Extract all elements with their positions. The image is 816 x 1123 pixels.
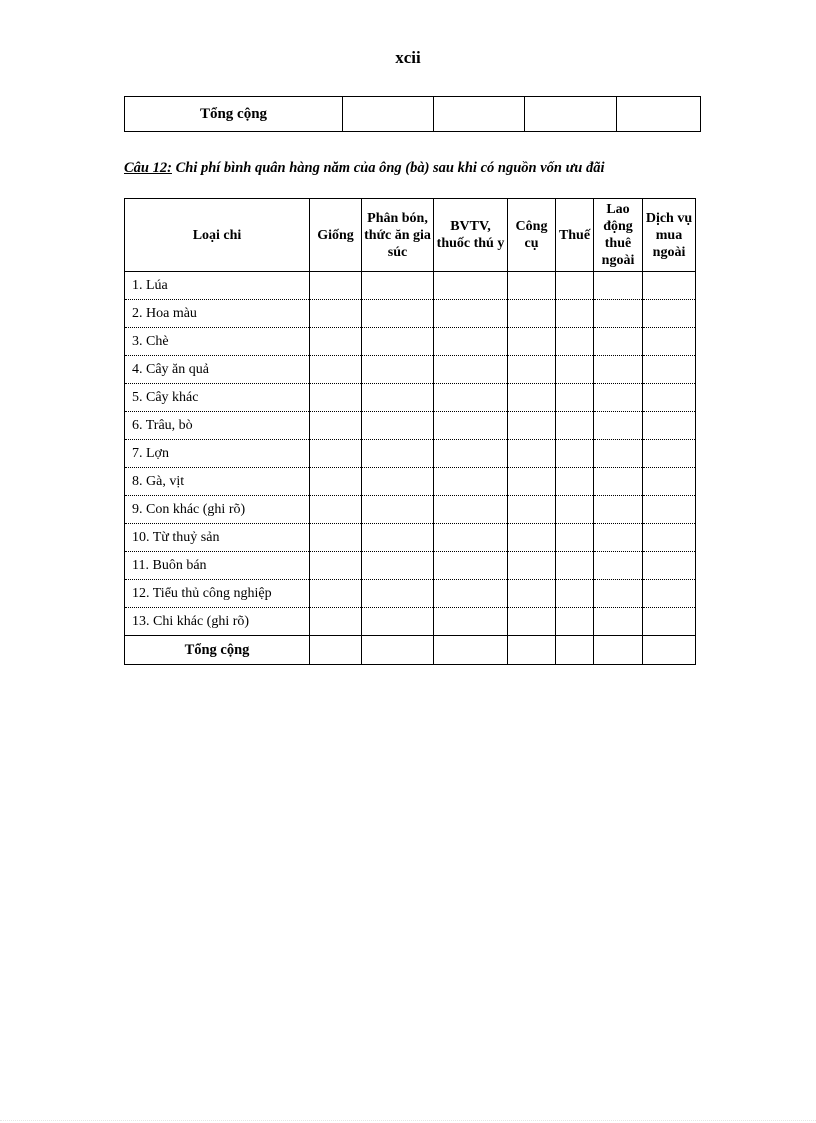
table-cell[interactable] bbox=[434, 328, 508, 356]
table-cell[interactable] bbox=[310, 636, 362, 665]
row-label: 6. Trâu, bò bbox=[125, 412, 310, 440]
column-header: Loại chi bbox=[125, 199, 310, 272]
table-cell[interactable] bbox=[310, 496, 362, 524]
table-cell[interactable] bbox=[594, 608, 643, 636]
table-row bbox=[125, 356, 696, 384]
column-header: Giống bbox=[310, 199, 362, 272]
table-cell[interactable] bbox=[508, 524, 556, 552]
table-cell[interactable] bbox=[643, 356, 696, 384]
row-label: 2. Hoa màu bbox=[125, 300, 310, 328]
table-cell[interactable] bbox=[556, 300, 594, 328]
table-cell[interactable] bbox=[594, 496, 643, 524]
column-header: Lao động thuê ngoài bbox=[594, 199, 643, 272]
table-cell[interactable] bbox=[362, 524, 434, 552]
table-cell[interactable] bbox=[525, 97, 617, 132]
row-label: 1. Lúa bbox=[125, 272, 310, 300]
table-cell[interactable] bbox=[362, 552, 434, 580]
table-cell[interactable] bbox=[310, 580, 362, 608]
table-body bbox=[125, 272, 696, 665]
table-cell[interactable] bbox=[643, 272, 696, 300]
table-cell[interactable] bbox=[508, 580, 556, 608]
table-cell[interactable] bbox=[310, 552, 362, 580]
table-row bbox=[125, 580, 696, 608]
table-cell[interactable] bbox=[310, 608, 362, 636]
page-footer-divider bbox=[0, 1120, 816, 1121]
table-cell[interactable] bbox=[434, 356, 508, 384]
table-cell[interactable] bbox=[508, 552, 556, 580]
table-row bbox=[125, 97, 701, 132]
table-cell[interactable] bbox=[643, 636, 696, 665]
table-cell[interactable] bbox=[508, 496, 556, 524]
table-cell[interactable] bbox=[508, 636, 556, 665]
table-cell[interactable] bbox=[362, 580, 434, 608]
row-label: 7. Lợn bbox=[125, 440, 310, 468]
column-header: Thuế bbox=[556, 199, 594, 272]
table-row bbox=[125, 412, 696, 440]
table-cell[interactable] bbox=[362, 468, 434, 496]
column-header: Dịch vụ mua ngoài bbox=[643, 199, 696, 272]
table-cell[interactable] bbox=[643, 384, 696, 412]
table-row bbox=[125, 272, 696, 300]
table-cell[interactable] bbox=[643, 552, 696, 580]
column-header: BVTV, thuốc thú y bbox=[434, 199, 508, 272]
table-cell[interactable] bbox=[362, 608, 434, 636]
table-cell[interactable] bbox=[362, 496, 434, 524]
table-cell[interactable] bbox=[556, 440, 594, 468]
table-cell[interactable] bbox=[310, 468, 362, 496]
table-cell[interactable] bbox=[434, 524, 508, 552]
table-cell[interactable] bbox=[594, 412, 643, 440]
table-header-row bbox=[125, 199, 696, 272]
table-cell[interactable] bbox=[643, 412, 696, 440]
table-cell[interactable] bbox=[310, 272, 362, 300]
table-cell[interactable] bbox=[310, 356, 362, 384]
row-label: 3. Chè bbox=[125, 328, 310, 356]
table-row bbox=[125, 608, 696, 636]
table-cell[interactable] bbox=[434, 636, 508, 665]
table-cell[interactable] bbox=[643, 524, 696, 552]
table-row bbox=[125, 440, 696, 468]
table-cell[interactable] bbox=[643, 580, 696, 608]
table-cell[interactable] bbox=[310, 384, 362, 412]
table-cell[interactable] bbox=[556, 272, 594, 300]
table-cell[interactable] bbox=[508, 608, 556, 636]
table-cell[interactable] bbox=[310, 328, 362, 356]
table-cell[interactable] bbox=[362, 272, 434, 300]
table-cell[interactable] bbox=[556, 524, 594, 552]
table-row bbox=[125, 496, 696, 524]
table-row bbox=[125, 524, 696, 552]
row-label: 4. Cây ăn quả bbox=[125, 356, 310, 384]
table-cell[interactable] bbox=[310, 412, 362, 440]
table-cell[interactable] bbox=[508, 272, 556, 300]
total-label: Tổng cộng bbox=[125, 636, 310, 665]
expense-table bbox=[124, 198, 696, 665]
table-cell[interactable] bbox=[434, 300, 508, 328]
table-cell[interactable] bbox=[556, 412, 594, 440]
table-cell[interactable] bbox=[556, 356, 594, 384]
total-label: Tổng cộng bbox=[125, 97, 343, 132]
table-cell[interactable] bbox=[434, 468, 508, 496]
table-cell[interactable] bbox=[508, 328, 556, 356]
table-cell[interactable] bbox=[434, 440, 508, 468]
table-cell[interactable] bbox=[434, 97, 525, 132]
table-cell[interactable] bbox=[594, 552, 643, 580]
row-label: 5. Cây khác bbox=[125, 384, 310, 412]
row-label: 11. Buôn bán bbox=[125, 552, 310, 580]
page-number: xcii bbox=[395, 48, 421, 67]
table-cell[interactable] bbox=[508, 440, 556, 468]
table-cell[interactable] bbox=[594, 356, 643, 384]
table-cell[interactable] bbox=[643, 328, 696, 356]
table-row bbox=[125, 328, 696, 356]
table-cell[interactable] bbox=[310, 440, 362, 468]
table-cell[interactable] bbox=[508, 384, 556, 412]
table-cell[interactable] bbox=[310, 300, 362, 328]
table-cell[interactable] bbox=[556, 580, 594, 608]
table-cell[interactable] bbox=[643, 300, 696, 328]
table-row bbox=[125, 552, 696, 580]
table-cell[interactable] bbox=[594, 580, 643, 608]
column-header: Phân bón, thức ăn gia súc bbox=[362, 199, 434, 272]
row-label: 10. Từ thuỷ sản bbox=[125, 524, 310, 552]
table-cell[interactable] bbox=[556, 328, 594, 356]
table-cell[interactable] bbox=[594, 328, 643, 356]
table-cell[interactable] bbox=[362, 328, 434, 356]
table-row bbox=[125, 468, 696, 496]
table-cell[interactable] bbox=[594, 636, 643, 665]
table-cell[interactable] bbox=[343, 97, 434, 132]
table-cell[interactable] bbox=[617, 97, 701, 132]
table-cell[interactable] bbox=[594, 468, 643, 496]
table-cell[interactable] bbox=[556, 468, 594, 496]
table-cell[interactable] bbox=[434, 496, 508, 524]
table-cell[interactable] bbox=[434, 384, 508, 412]
table-cell[interactable] bbox=[508, 356, 556, 384]
table-row bbox=[125, 384, 696, 412]
table-cell[interactable] bbox=[643, 440, 696, 468]
table-cell[interactable] bbox=[556, 608, 594, 636]
table-total-row bbox=[125, 636, 696, 665]
column-header: Công cụ bbox=[508, 199, 556, 272]
table-cell[interactable] bbox=[434, 608, 508, 636]
table-cell[interactable] bbox=[556, 552, 594, 580]
table-cell[interactable] bbox=[594, 300, 643, 328]
table-row bbox=[125, 300, 696, 328]
table-cell[interactable] bbox=[362, 356, 434, 384]
table-cell[interactable] bbox=[362, 440, 434, 468]
question-text: Chi phí bình quân hàng năm của ông (bà) sau khi có nguồn vốn ưu đãi bbox=[171, 160, 605, 176]
table-cell[interactable] bbox=[556, 384, 594, 412]
table-cell[interactable] bbox=[643, 468, 696, 496]
table-cell[interactable] bbox=[434, 580, 508, 608]
previous-table-total bbox=[124, 96, 701, 132]
table-cell[interactable] bbox=[643, 496, 696, 524]
table-cell[interactable] bbox=[434, 412, 508, 440]
table-cell[interactable] bbox=[362, 384, 434, 412]
question-heading bbox=[124, 160, 605, 177]
table-cell[interactable] bbox=[434, 552, 508, 580]
table-cell[interactable] bbox=[556, 496, 594, 524]
row-label: 8. Gà, vịt bbox=[125, 468, 310, 496]
table-cell[interactable] bbox=[594, 524, 643, 552]
row-label: 12. Tiểu thủ công nghiệp bbox=[125, 580, 310, 608]
question-number: Câu 12: bbox=[124, 160, 172, 176]
row-label: 13. Chi khác (ghi rõ) bbox=[125, 608, 310, 636]
table-cell[interactable] bbox=[362, 636, 434, 665]
table-cell[interactable] bbox=[508, 300, 556, 328]
table-cell[interactable] bbox=[594, 272, 643, 300]
row-label: 9. Con khác (ghi rõ) bbox=[125, 496, 310, 524]
table-cell[interactable] bbox=[508, 412, 556, 440]
table-cell[interactable] bbox=[594, 384, 643, 412]
table-cell[interactable] bbox=[362, 412, 434, 440]
table-cell[interactable] bbox=[643, 608, 696, 636]
table-cell[interactable] bbox=[594, 440, 643, 468]
table-cell[interactable] bbox=[434, 272, 508, 300]
table-cell[interactable] bbox=[508, 468, 556, 496]
table-cell[interactable] bbox=[310, 524, 362, 552]
table-cell[interactable] bbox=[556, 636, 594, 665]
table-cell[interactable] bbox=[362, 300, 434, 328]
